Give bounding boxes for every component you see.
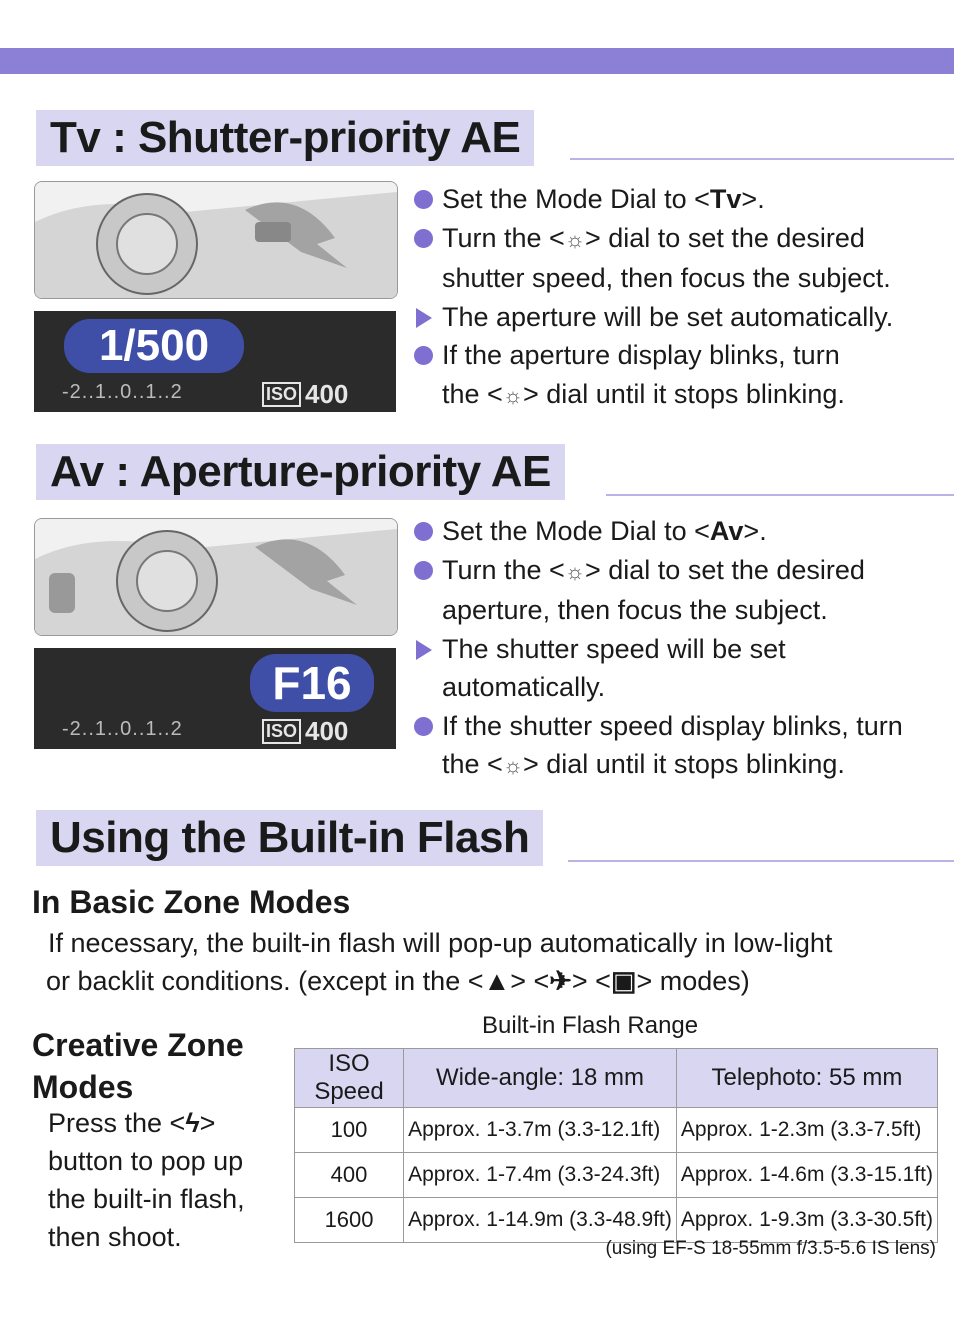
tv-step-2: Turn the <☼> dial to set the desired shutter speed, then focus the subject. [412, 219, 942, 298]
basic-zone-heading: In Basic Zone Modes [32, 884, 351, 920]
av-step-4: If the shutter speed display blinks, turn the <☼> dial until it stops blinking. [412, 707, 942, 786]
bullet-dot [414, 522, 433, 541]
av-step-3: The shutter speed will be set automatically. [412, 630, 942, 707]
av-iso-value: 400 [305, 716, 349, 746]
tv-lcd-shutter-value: 1/500 [64, 319, 244, 373]
bullet-dot [414, 717, 433, 736]
bullet-dot [414, 229, 433, 248]
flash-heading-rule [568, 860, 954, 862]
main-dial-icon: ☼ [564, 226, 585, 252]
arrow-marker [416, 308, 432, 328]
tv-title: Tv : Shutter-priority AE [50, 113, 521, 162]
basic-zone-text: If necessary, the built-in flash will pop-up automatically in low-light or backlit conditions. (except in the <▲> <✈> <▣> modes) [46, 928, 833, 996]
bullet-dot [414, 190, 433, 209]
camera-mode-dial-illustration [35, 182, 397, 298]
flash-off-landscape-icon: ▲ [483, 966, 511, 996]
flash-off-mode-icon: ▣ [610, 966, 637, 996]
col-wide-angle: Wide-angle: 18 mm [404, 1049, 677, 1108]
av-exposure-scale: -2..1..0..1..2 [62, 718, 183, 740]
av-step-1: Set the Mode Dial to <Av>. [412, 512, 942, 551]
table-row: 400 Approx. 1-7.4m (3.3-24.3ft) Approx. 1-4.6m (3.3-15.1ft) [295, 1153, 938, 1198]
tv-camera-illustration [34, 181, 398, 299]
tv-section-heading [36, 110, 534, 166]
av-step-2: Turn the <☼> dial to set the desired aperture, then focus the subject. [412, 551, 942, 630]
flash-section-heading [36, 810, 543, 866]
tv-exposure-scale: -2..1..0..1..2 [62, 381, 183, 403]
bullet-dot [414, 561, 433, 580]
flash-table-caption: Built-in Flash Range [482, 1012, 699, 1039]
tv-heading-rule [570, 158, 954, 160]
av-lcd-aperture-value: F16 [250, 654, 374, 712]
tv-iso-value: 400 [305, 379, 349, 409]
sports-mode-icon: ✈ [549, 966, 572, 996]
flash-range-table [294, 1048, 938, 1243]
tv-step-3: The aperture will be set automatically. [412, 298, 942, 337]
table-header-row [295, 1049, 938, 1108]
creative-zone-text: Press the <ϟ> button to pop up the built-in flash, then shoot. [48, 1108, 245, 1252]
av-camera-illustration [34, 518, 398, 636]
av-title: Av : Aperture-priority AE [50, 447, 551, 496]
iso-label-box: ISO [262, 382, 301, 407]
flash-icon: ϟ [185, 1108, 200, 1138]
tv-step-4: If the aperture display blinks, turn the <☼> dial until it stops blinking. [412, 336, 942, 415]
main-dial-icon: ☼ [502, 753, 523, 778]
creative-zone-heading: Creative Zone Modes [32, 1027, 244, 1105]
bullet-dot [414, 346, 433, 365]
av-heading-rule [606, 494, 954, 496]
table-row: 100 Approx. 1-3.7m (3.3-12.1ft) Approx. 1-2.3m (3.3-7.5ft) [295, 1108, 938, 1153]
av-lcd-display [34, 648, 396, 749]
camera-mode-dial-illustration [35, 519, 397, 635]
lens-footnote: (using EF-S 18-55mm f/3.5-5.6 IS lens) [605, 1238, 936, 1259]
main-dial-icon: ☼ [502, 382, 523, 408]
flash-title: Using the Built-in Flash [50, 813, 530, 862]
tv-lcd-display [34, 311, 396, 412]
tv-step-1: Set the Mode Dial to <Tv>. [412, 180, 942, 219]
col-iso-speed: ISO Speed [295, 1049, 404, 1108]
arrow-marker [416, 640, 432, 660]
av-section-heading [36, 444, 565, 500]
tv-lcd-iso [262, 379, 348, 410]
iso-label-box: ISO [262, 719, 301, 744]
tv-steps [412, 180, 942, 415]
main-dial-icon: ☼ [564, 558, 585, 584]
av-lcd-iso [262, 716, 348, 747]
top-color-bar [0, 48, 954, 74]
col-telephoto: Telephoto: 55 mm [676, 1049, 937, 1108]
table-row: 1600 Approx. 1-14.9m (3.3-48.9ft) Approx. 1-9.3m (3.3-30.5ft) [295, 1198, 938, 1243]
av-steps [412, 512, 942, 786]
